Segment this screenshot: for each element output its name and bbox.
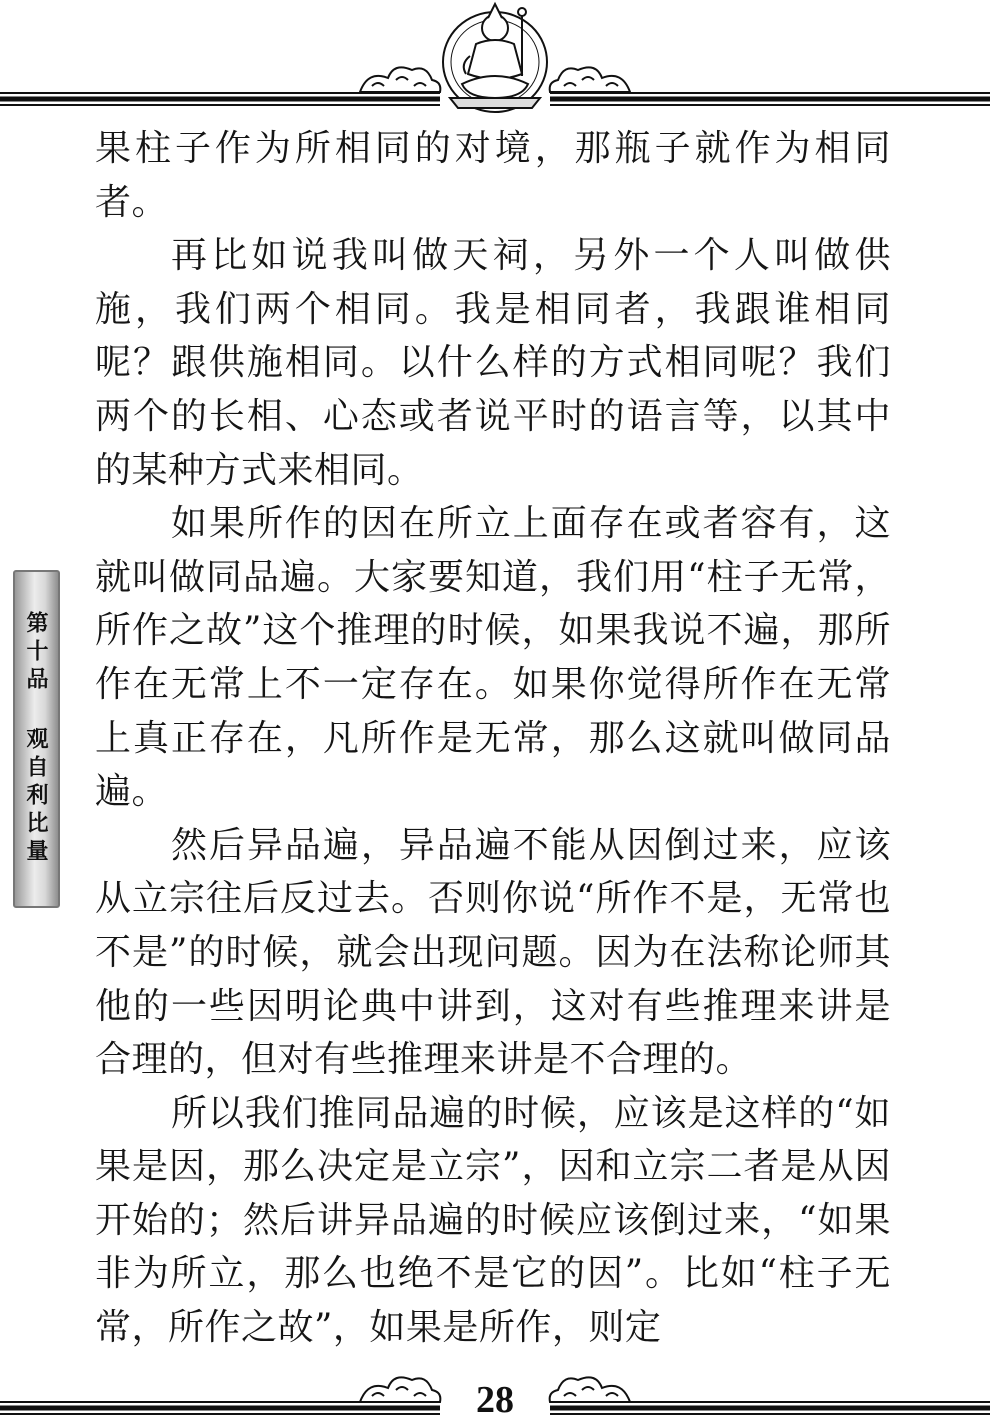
- page-number: 28: [476, 1379, 514, 1421]
- chapter-side-tab: [13, 570, 60, 908]
- cloud-scroll-right-icon: [550, 67, 630, 92]
- cloud-scroll-right-icon: [550, 1377, 630, 1402]
- cloud-scroll-left-icon: [360, 1377, 440, 1402]
- seated-deity-emblem-icon: [443, 4, 547, 112]
- paragraph: 果柱子作为所相同的对境，那瓶子就作为相同者。: [95, 128, 891, 223]
- cloud-scroll-left-icon: [360, 67, 440, 92]
- page-content: [95, 122, 891, 1355]
- paragraph: 如果所作的因在所立上面存在或者容有，这就叫做同品遍。大家要知道，我们用“柱子无常，所作之故”这个推理的时候，如果我说不遍，那所作在无常上不一定存在。如果你觉得所作在无常上真正存在，凡所作是无常，那么这就叫做同品遍。: [95, 503, 891, 813]
- chapter-tab-label: 第十品 观自利比量: [23, 611, 49, 867]
- header-ornament: [0, 0, 990, 120]
- paragraph: 然后异品遍，异品遍不能从因倒过来，应该从立宗往后反过去。否则你说“所作不是，无常也不是”的时候，就会出现问题。因为在法称论师其他的一些因明论典中讲到，这对有些推理来讲是合理的，但对有些推理来讲是不合理的。: [95, 824, 891, 1081]
- paragraph: 所以我们推同品遍的时候，应该是这样的“如果是因，那么决定是立宗”，因和立宗二者是从因开始的；然后讲异品遍的时候应该倒过来，“如果非为所立，那么也绝不是它的因”。比如“柱子无常，所作之故”，如果是所作，则定: [95, 1092, 891, 1349]
- paragraph: 再比如说我叫做天祠，另外一个人叫做供施，我们两个相同。我是相同者，我跟谁相同呢？跟供施相同。以什么样的方式相同呢？我们两个的长相、心态或者说平时的语言等，以其中的某种方式来相同。: [95, 235, 891, 491]
